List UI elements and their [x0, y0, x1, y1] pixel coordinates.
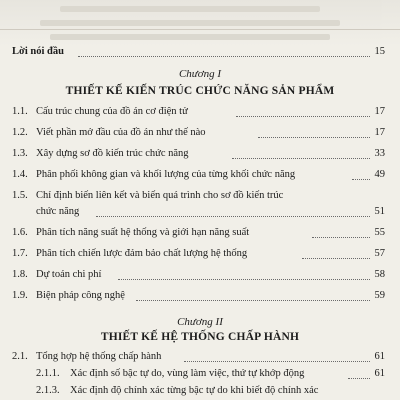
toc-row[interactable]: [0, 246, 400, 262]
toc-item-title: Biện pháp công nghệ: [36, 290, 125, 301]
toc-item-number: 2.1.: [12, 351, 28, 362]
toc-page-number: 55: [374, 227, 385, 238]
chapter-1-label: Chương I: [178, 68, 222, 80]
toc-leader-dots: [136, 299, 370, 301]
toc-item-title: Tổng hợp hệ thống chấp hành: [36, 351, 162, 362]
toc-row[interactable]: [0, 146, 400, 162]
toc-item-title-continued: chức năng: [36, 206, 80, 217]
toc-row-continuation[interactable]: [0, 204, 400, 220]
toc-row[interactable]: [0, 366, 400, 382]
toc-item-title: Viết phần mở đầu của đồ án như thế nào: [36, 127, 206, 138]
toc-item-number: 1.3.: [12, 148, 28, 159]
page-edge-divider: [0, 29, 400, 30]
toc-row[interactable]: [0, 125, 400, 141]
toc-page-number: 61: [374, 368, 385, 379]
toc-page-number: 49: [374, 169, 385, 180]
toc-row-preface[interactable]: [0, 44, 400, 60]
toc-item-title: Xác định số bậc tự do, vùng làm việc, thứ tự khớp động: [70, 368, 305, 379]
toc-row[interactable]: [0, 104, 400, 120]
toc-page-number: 15: [374, 46, 385, 57]
toc-page-number: 33: [374, 148, 385, 159]
toc-item-title: Xác định độ chính xác từng bậc tự do khi biết độ chính xác: [70, 385, 319, 396]
toc-leader-dots: [118, 278, 370, 280]
toc-row[interactable]: [0, 267, 400, 283]
chapter-1-title: THIẾT KẾ KIẾN TRÚC CHỨC NĂNG SẢN PHẨM: [65, 85, 335, 97]
toc-leader-dots: [236, 115, 370, 117]
toc-page-number: 17: [374, 127, 385, 138]
toc-item-number: 2.1.3.: [36, 385, 60, 396]
toc-item-title: Phân phối không gian và khối lượng của từng khối chức năng: [36, 169, 296, 180]
toc-item-number: 1.9.: [12, 290, 28, 301]
toc-item-number: 1.1.: [12, 106, 28, 117]
toc-row[interactable]: [0, 383, 400, 399]
toc-row[interactable]: [0, 225, 400, 241]
toc-item-number: 1.7.: [12, 248, 28, 259]
toc-item-title: Xây dựng sơ đồ kiến trúc chức năng: [36, 148, 189, 159]
toc-item-number: 1.4.: [12, 169, 28, 180]
toc-page-number: 51: [374, 206, 385, 217]
toc-leader-dots: [96, 215, 370, 217]
toc-item-number: 1.8.: [12, 269, 28, 280]
toc-row[interactable]: [0, 188, 400, 204]
toc-page-number: 17: [374, 106, 385, 117]
toc-leader-dots: [258, 136, 370, 138]
toc-item-number: 2.1.1.: [36, 368, 60, 379]
toc-leader-dots: [352, 178, 370, 180]
toc-item-title: Dự toán chi phí: [36, 269, 102, 280]
toc-leader-dots: [312, 236, 370, 238]
toc-page-number: 61: [374, 351, 385, 362]
toc-item-title: Chỉ định biến liên kết và biến quá trình cho sơ đồ kiến trúc: [36, 190, 284, 201]
faded-previous-page-bleed: [0, 0, 400, 46]
toc-page-number: 57: [374, 248, 385, 259]
toc-row[interactable]: [0, 167, 400, 183]
toc-item-number: 1.5.: [12, 190, 28, 201]
toc-leader-dots: [78, 55, 370, 57]
toc-item-title: Phân tích năng suất hệ thống và giới hạn năng suất: [36, 227, 250, 238]
toc-leader-dots: [184, 360, 370, 362]
chapter-2-title: THIẾT KẾ HỆ THỐNG CHẤP HÀNH: [100, 331, 300, 343]
toc-row[interactable]: [0, 288, 400, 304]
toc-item-number: 1.2.: [12, 127, 28, 138]
toc-item-number: 1.6.: [12, 227, 28, 238]
toc-leader-dots: [232, 157, 370, 159]
chapter-2-label: Chương II: [177, 316, 223, 328]
toc-leader-dots: [302, 257, 370, 259]
toc-preface-label: Lời nói đầu: [12, 46, 64, 57]
toc-page-number: 58: [374, 269, 385, 280]
toc-item-title: Cấu trúc chung của đồ án cơ điện tử: [36, 106, 188, 117]
toc-page-number: 59: [374, 290, 385, 301]
toc-row[interactable]: [0, 349, 400, 365]
toc-item-title: Phân tích chiến lược đảm bảo chất lượng hệ thống: [36, 248, 248, 259]
toc-leader-dots: [348, 377, 370, 379]
